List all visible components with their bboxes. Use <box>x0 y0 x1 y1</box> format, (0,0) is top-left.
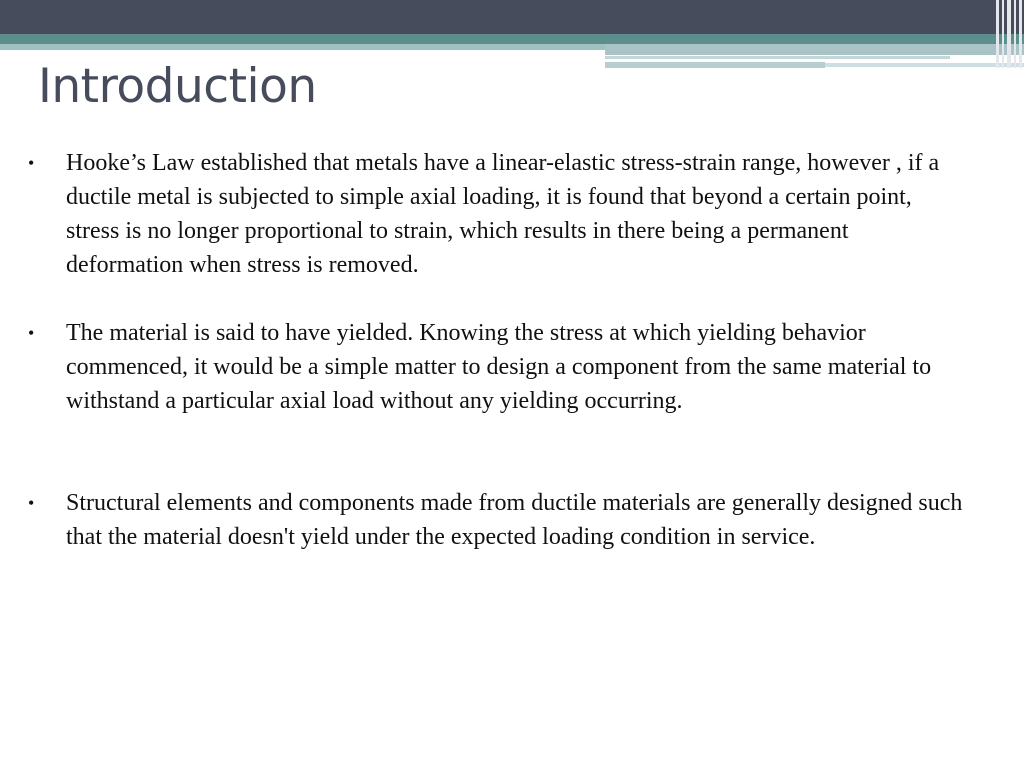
header-band-teal <box>0 34 1024 44</box>
header-band-dark <box>0 0 1024 34</box>
header-accent-line <box>605 56 950 59</box>
header-stripes-decoration <box>994 0 1024 68</box>
bullet-list <box>28 146 968 554</box>
bullet-item <box>28 316 968 418</box>
bullet-marker: • <box>28 493 35 513</box>
bullet-item <box>28 146 968 282</box>
bullet-item <box>28 486 968 554</box>
slide-title: Introduction <box>38 59 317 114</box>
bullet-text: Structural elements and components made from ductile materials are generally designed such that the material doesn't yield under the expected loading condition in service. <box>66 490 963 550</box>
bullet-text: The material is said to have yielded. Knowing the stress at which yielding behavior commenced, it would be a simple matter to design a component from the same material to withstand a particular axial load without any yielding occurring. <box>66 320 932 414</box>
bullet-marker: • <box>28 153 35 173</box>
bullet-text: Hooke’s Law established that metals have a linear-elastic stress-strain range, however , if a ductile metal is subjected to simple axial loading, it is found that beyond a certain point, stress is no longer proportional to strain, which results in there being a permanent deformation when stress is removed. <box>66 150 940 278</box>
header-accent-bar-small <box>605 62 825 68</box>
bullet-marker: • <box>28 323 35 343</box>
header-accent-bar <box>605 44 1024 55</box>
header-band-teal-light <box>0 44 605 50</box>
